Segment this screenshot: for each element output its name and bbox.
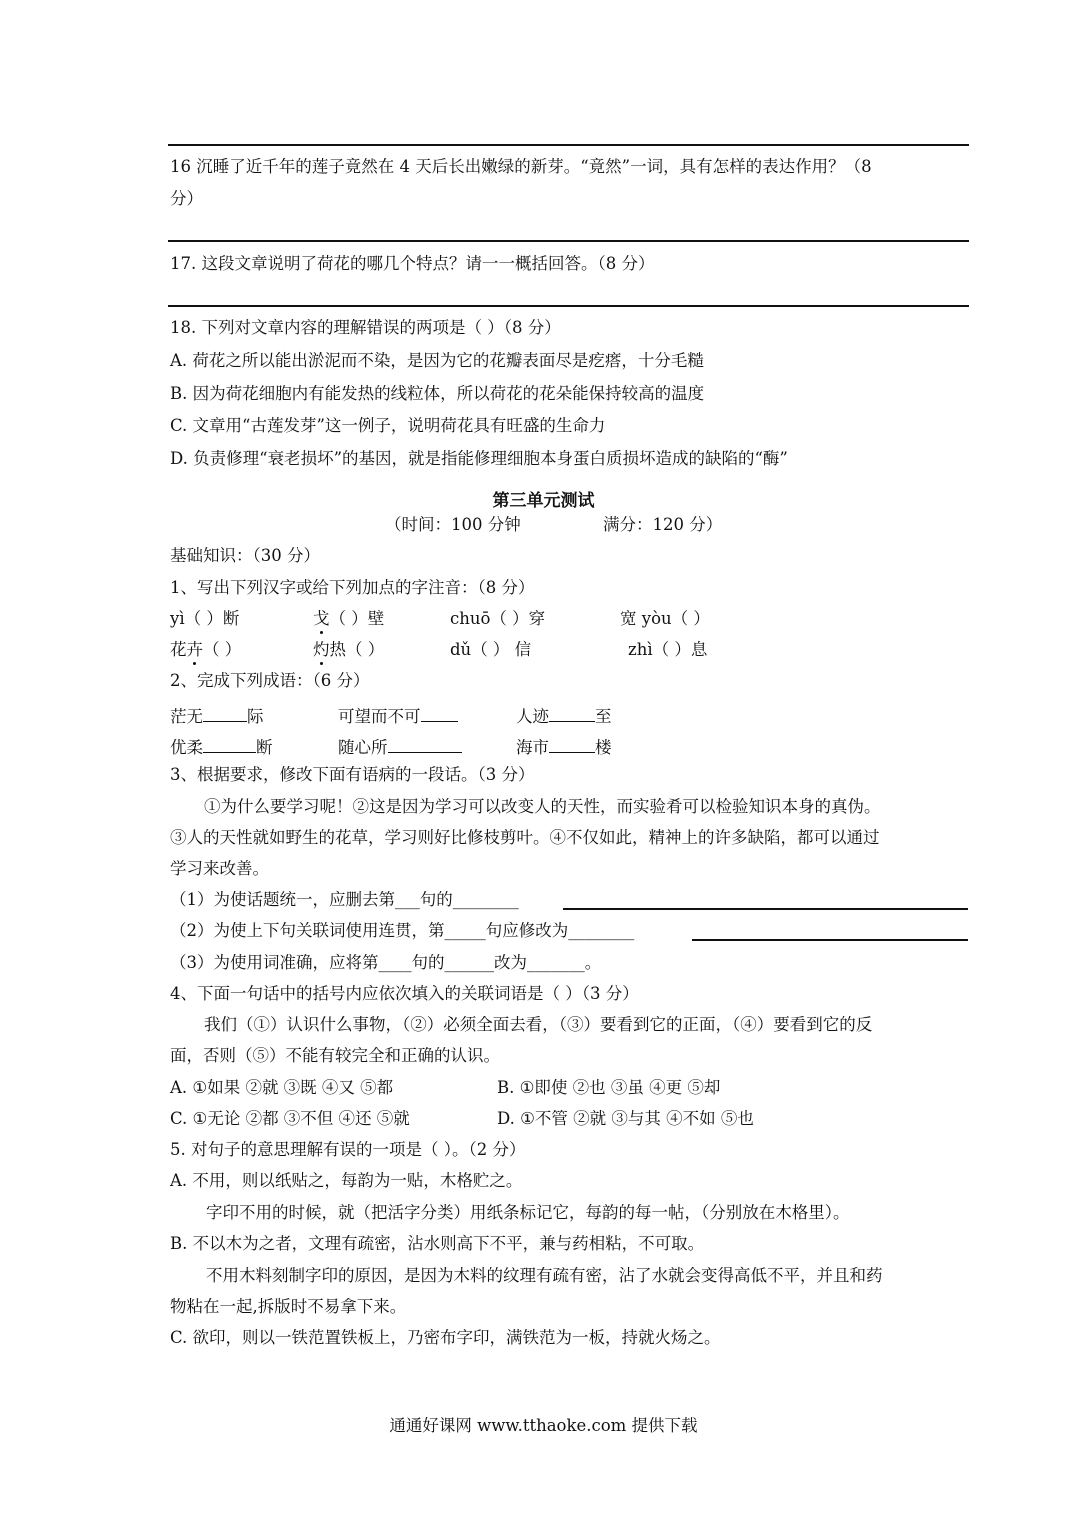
blank[interactable] <box>203 705 247 722</box>
emphasis-dot-char: 戈 <box>313 609 330 628</box>
q4-paragraph-2: 面，否则（⑤）不能有较完全和正确的认识。 <box>170 1046 500 1065</box>
question-18-option-c: C. 文章用“古莲发芽”这一例子，说明荷花具有旺盛的生命力 <box>170 416 606 435</box>
unit-title: 第三单元测试 <box>492 491 595 511</box>
answer-line-17 <box>168 305 969 307</box>
blank[interactable] <box>549 736 595 753</box>
q5-option-b: B. 不以木为之者，文理有疏密，沾水则高下不平，兼与药相粘，不可取。 <box>170 1234 705 1253</box>
question-5-stem: 5. 对句子的意思理解有误的一项是（ ）。（2 分） <box>170 1140 526 1159</box>
q1-item-chuo: chuō（ ）穿 <box>450 609 546 628</box>
q1-item-gebi: 戈（ ）壁 <box>313 609 385 628</box>
q4-option-d: D. ①不管 ②就 ③与其 ④不如 ⑤也 <box>497 1109 754 1128</box>
idiom-3: 人迹 至 <box>516 707 612 726</box>
q5-option-a-translation: 字印不用的时候，就（把活字分类）用纸条标记它，每韵的每一帖，（分别放在木格里）。 <box>206 1203 850 1222</box>
q3-sub-2: （2）为使上下句关联词使用连贯，第_____句应修改为________ <box>170 921 635 940</box>
question-4-stem: 4、下面一句话中的括号内应依次填入的关联词语是（ ）（3 分） <box>170 984 639 1003</box>
idiom-4: 优柔 断 <box>170 738 273 757</box>
q3-sub-3: （3）为使用词准确，应将第____句的______改为_______。 <box>170 953 602 972</box>
q1-item-yi: yì（ ）断 <box>170 609 240 628</box>
answer-line-16 <box>168 240 969 242</box>
q4-paragraph-1: 我们（①）认识什么事物，（②）必须全面去看，（③）要看到它的正面，（④）要看到它的反 <box>204 1015 873 1034</box>
answer-line <box>563 908 968 910</box>
question-18-option-d: D. 负责修理“衰老损坏”的基因，就是指能修理细胞本身蛋白质损坏造成的缺陷的“酶” <box>170 449 788 468</box>
basics-header: 基础知识：（30 分） <box>170 546 320 565</box>
q1-item-you: 宽 yòu（ ） <box>620 609 710 628</box>
idiom-2: 可望而不可 <box>338 705 458 726</box>
q1-item-zhuore: 灼热（ ） <box>313 640 385 659</box>
q4-option-a: A. ①如果 ②就 ③既 ④又 ⑤都 <box>170 1078 394 1097</box>
question-16-line1: 16 沉睡了近千年的莲子竟然在 4 天后长出嫩绿的新芽。“竟然”一词，具有怎样的表达作用？（8 <box>170 157 872 176</box>
answer-line <box>692 939 968 941</box>
q5-option-b-translation-1: 不用木料刻制字印的原因，是因为木料的纹理有疏有密，沾了水就会变得高低不平，并且和药 <box>206 1266 883 1285</box>
blank[interactable] <box>421 705 458 722</box>
unit-score: 满分：120 分） <box>603 515 723 534</box>
blank[interactable] <box>549 705 595 722</box>
page-footer: 通通好课网 www.tthaoke.com 提供下载 <box>389 1416 698 1435</box>
q3-sub-1: （1）为使话题统一，应删去第___句的________ <box>170 890 519 909</box>
question-2-stem: 2、完成下列成语：（6 分） <box>170 671 370 690</box>
idiom-5: 随心所 <box>338 736 462 757</box>
q3-paragraph-3: 学习来改善。 <box>170 859 269 878</box>
unit-time: （时间：100 分钟 <box>385 515 521 534</box>
q5-option-b-translation-2: 物粘在一起,拆版时不易拿下来。 <box>170 1297 407 1316</box>
idiom-6: 海市 楼 <box>516 738 612 757</box>
question-18-option-a: A. 荷花之所以能出淤泥而不染，是因为它的花瓣表面尽是疙瘩，十分毛糙 <box>170 351 704 370</box>
answer-line-15 <box>168 144 969 146</box>
idiom-1: 茫无 际 <box>170 707 264 726</box>
question-16-line2: 分） <box>170 189 203 208</box>
question-1-stem: 1、写出下列汉字或给下列加点的字注音：（8 分） <box>170 578 535 597</box>
q4-option-c: C. ①无论 ②都 ③不但 ④还 ⑤就 <box>170 1109 410 1128</box>
q4-option-b: B. ①即使 ②也 ③虽 ④更 ⑤却 <box>497 1078 721 1097</box>
blank[interactable] <box>203 736 256 753</box>
q5-option-a: A. 不用，则以纸贴之，每韵为一贴，木格贮之。 <box>170 1171 523 1190</box>
q5-option-c: C. 欲印，则以一铁范置铁板上，乃密布字印，满铁范为一板，持就火炀之。 <box>170 1328 721 1347</box>
emphasis-dot-char: 灼 <box>313 640 330 659</box>
question-18-option-b: B. 因为荷花细胞内有能发热的线粒体，所以荷花的花朵能保持较高的温度 <box>170 384 705 403</box>
question-17: 17. 这段文章说明了荷花的哪几个特点？请一一概括回答。（8 分） <box>170 254 655 273</box>
emphasis-dot-char: 卉 <box>186 640 203 659</box>
question-18-stem: 18. 下列对文章内容的理解错误的两项是（ ）（8 分） <box>170 318 561 337</box>
question-3-stem: 3、根据要求，修改下面有语病的一段话。（3 分） <box>170 765 535 784</box>
q1-item-zhi: zhì（ ）息 <box>628 640 708 659</box>
q1-item-huahui: 花卉（ ） <box>170 640 242 659</box>
q1-item-du: dǔ（ ） 信 <box>450 640 532 659</box>
q3-paragraph-1: ①为什么要学习呢！②这是因为学习可以改变人的天性，而实验肴可以检验知识本身的真伪。 <box>204 797 881 816</box>
blank[interactable] <box>388 736 462 753</box>
q3-paragraph-2: ③人的天性就如野生的花草，学习则好比修枝剪叶。④不仅如此，精神上的许多缺陷，都可以通过 <box>170 828 880 847</box>
